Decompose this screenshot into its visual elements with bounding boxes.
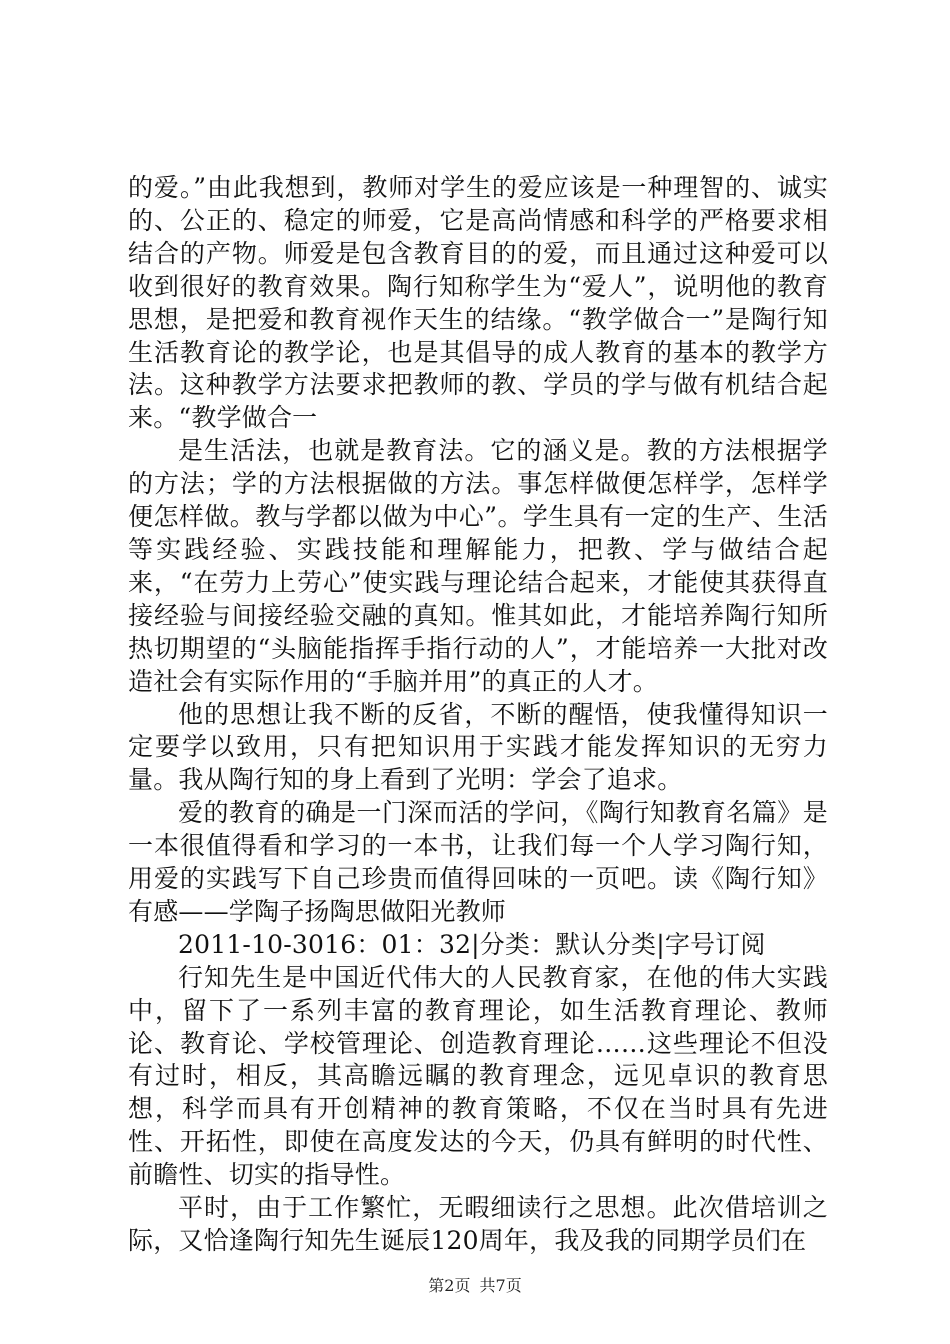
paragraph-3: 他的思想让我不断的反省，不断的醒悟，使我懂得知识一定要学以致用，只有把知识用于实践才能发挥知识的无穷力量。我从陶行知的身上看到了光明：学会了追求。 (128, 699, 828, 795)
page-footer (0, 1276, 950, 1296)
document-body (128, 172, 828, 1258)
paragraph-2: 是生活法，也就是教育法。它的涵义是。教的方法根据学的方法；学的方法根据做的方法。事怎样做便怎样学，怎样学便怎样做。教与学都以做为中心”。学生具有一定的生产、生活等实践经验、实践技能和理解能力，把教、学与做结合起来，“在劳力上劳心”使实践与理论结合起来，才能使其获得直接经验与间接经验交融的真知。惟其如此，才能培养陶行知所热切期望的“头脑能指挥手指行动的人”，才能培养一大批对改造社会有实际作用的“手脑并用”的真正的人才。 (128, 436, 828, 696)
paragraph-5: 行知先生是中国近代伟大的人民教育家，在他的伟大实践中，留下了一系列丰富的教育理论，如生活教育理论、教师论、教育论、学校管理论、创造教育理论……这些理论不但没有过时，相反，其高瞻远瞩的教育理念，远见卓识的教育思想，科学而具有开创精神的教育策略，不仅在当时具有先进性、开拓性，即使在高度发达的今天，仍具有鲜明的时代性、前瞻性、切实的指导性。 (128, 962, 828, 1190)
page-total: 共7页 (479, 1276, 522, 1295)
paragraph-6: 平时，由于工作繁忙，无暇细读行之思想。此次借培训之际，又恰逢陶行知先生诞辰120周年，我及我的同期学员们在 (128, 1193, 828, 1255)
blog-meta-line: 2011-10-3016：01：32|分类：默认分类|字号订阅 (178, 929, 766, 959)
paragraph-1: 的爱。”由此我想到，教师对学生的爱应该是一种理智的、诚实的、公正的、稳定的师爱，它是高尚情感和科学的严格要求相结合的产物。师爱是包含教育目的的爱，而且通过这种爱可以收到很好的教育效果。陶行知称学生为“爱人”，说明他的教育思想，是把爱和教育视作天生的结缘。“教学做合一”是陶行知生活教育论的教学论，也是其倡导的成人教育的基本的教学方法。这种教学方法要求把教师的教、学员的学与做有机结合起来。“教学做合一 (128, 173, 828, 433)
page-number: 第2页 (428, 1276, 471, 1295)
paragraph-4: 爱的教育的确是一门深而活的学问，《陶行知教育名篇》是一本很值得看和学习的一本书，让我们每一个人学习陶行知，用爱的实践写下自己珍贵而值得回味的一页吧。读《陶行知》有感——学陶子扬陶思做阳光教师 (128, 798, 828, 926)
